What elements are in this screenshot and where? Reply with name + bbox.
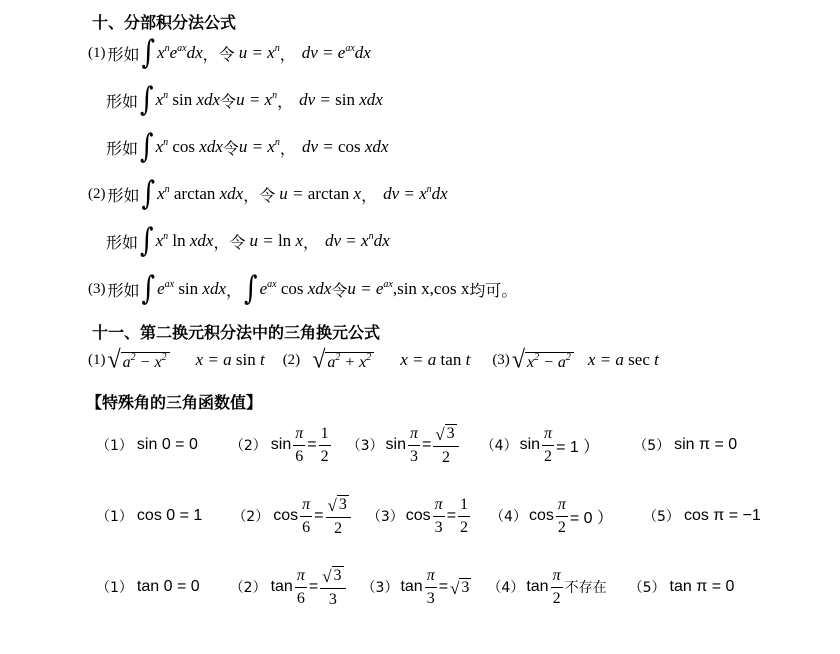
integral-sign: ∫ xyxy=(140,128,154,166)
section11-title: 十一、第二换元积分法中的三角换元公式 xyxy=(92,323,381,342)
fraction: $\frac{1}{2}$ xyxy=(460,496,469,536)
sin-values-row: （1） sin 0 = 0 （2） sin $\frac{\pi}{6}$ = $\frac{1}{2}$ （3） sin $\frac{\pi}{3}$ = √ 3 2 （4） sin $\frac{\pi}{2}$ = 1 ） （5） sin π = 0 xyxy=(96,424,738,467)
integral-sign: ∫ xyxy=(141,175,156,213)
fraction: $\frac{\pi}{2}$ xyxy=(552,567,561,607)
integral-sign: ∫ xyxy=(141,34,156,72)
sqrt-expr: √ $a^2 - x^2$ xyxy=(108,348,170,372)
section10-title: 十、分部积分法公式 xyxy=(92,13,237,32)
fraction: $\frac{1}{2}$ xyxy=(320,425,329,465)
sqrt-expr: √ $x^2 - a^2$ xyxy=(512,348,574,372)
fraction: √ 3 2 xyxy=(326,495,351,538)
fraction: $\frac{\pi}{6}$ xyxy=(295,425,304,465)
integral-sign: ∫ xyxy=(140,81,154,119)
fraction: $\frac{\pi}{3}$ xyxy=(426,567,435,607)
cos-values-row: （1） cos 0 = 1 （2） cos $\frac{\pi}{6}$ = √ 3 2 （3） cos $\frac{\pi}{3}$ = $\frac{1}{2}$ （4） cos $\frac{\pi}{2}$ = 0 ） （5） cos π = −1 xyxy=(96,495,761,538)
fraction: $\frac{\pi}{2}$ xyxy=(544,425,553,465)
fraction: $\frac{\pi}{2}$ xyxy=(557,496,566,536)
fraction: $\frac{\pi}{3}$ xyxy=(409,425,418,465)
formula-row-6: (3) 形如 ∫ $e^{ax}$ sin xdx ， ∫ $e^{ax}$ cos xdx 令 $u = e^{ax}$ ,sin x,cos x 均可。 xyxy=(88,270,518,308)
formula-row-2: 形如 ∫ $x^n$ sin xdx 令 $u = x^n$ ， dv = sin xdx xyxy=(106,81,383,119)
sqrt-expr: √ $a^2 + x^2$ xyxy=(312,348,374,372)
formula-row-3: 形如 ∫ $x^n$ cos xdx 令 $u = x^n$ ， dv = cos xdx xyxy=(106,128,389,166)
formula-row-1: (1) 形如 ∫ $x^ne^{ax}dx$ ， 令 $u = x^n$ ， dv = $e^{ax}dx$ xyxy=(88,34,371,72)
substitution-row: (1) √ $a^2 - x^2$ x = a sin t (2) √ $a^2 + x^2$ x = a tan t (3) √ $x^2 - a^2$ x = a sec t xyxy=(88,346,659,374)
fraction: $\frac{\pi}{6}$ xyxy=(296,567,305,607)
integral-sign: ∫ xyxy=(244,270,258,308)
fraction: √ 3 2 xyxy=(433,424,458,467)
special-angles-title: 【特殊角的三角函数值】 xyxy=(86,393,263,412)
fraction: $\frac{\pi}{3}$ xyxy=(434,496,443,536)
fraction: $\frac{\pi}{6}$ xyxy=(302,496,311,536)
integral-sign: ∫ xyxy=(141,270,156,308)
tan-values-row: （1） tan 0 = 0 （2） tan $\frac{\pi}{6}$ = √ 3 3 （3） tan $\frac{\pi}{3}$ = √ 3 （4） tan $\frac{\pi}{2}$ 不存在 （5） tan π = 0 xyxy=(96,566,735,609)
formula-row-4: (2) 形如 ∫ $x^n$ arctan xdx ， 令 u = arctan x ， dv = $x^ndx$ xyxy=(88,175,448,213)
fraction: √ 3 3 xyxy=(320,566,345,609)
formula-row-5: 形如 ∫ $x^n$ ln xdx ， 令 u = ln x ， dv = $x^ndx$ xyxy=(106,222,390,260)
integral-sign: ∫ xyxy=(140,222,154,260)
